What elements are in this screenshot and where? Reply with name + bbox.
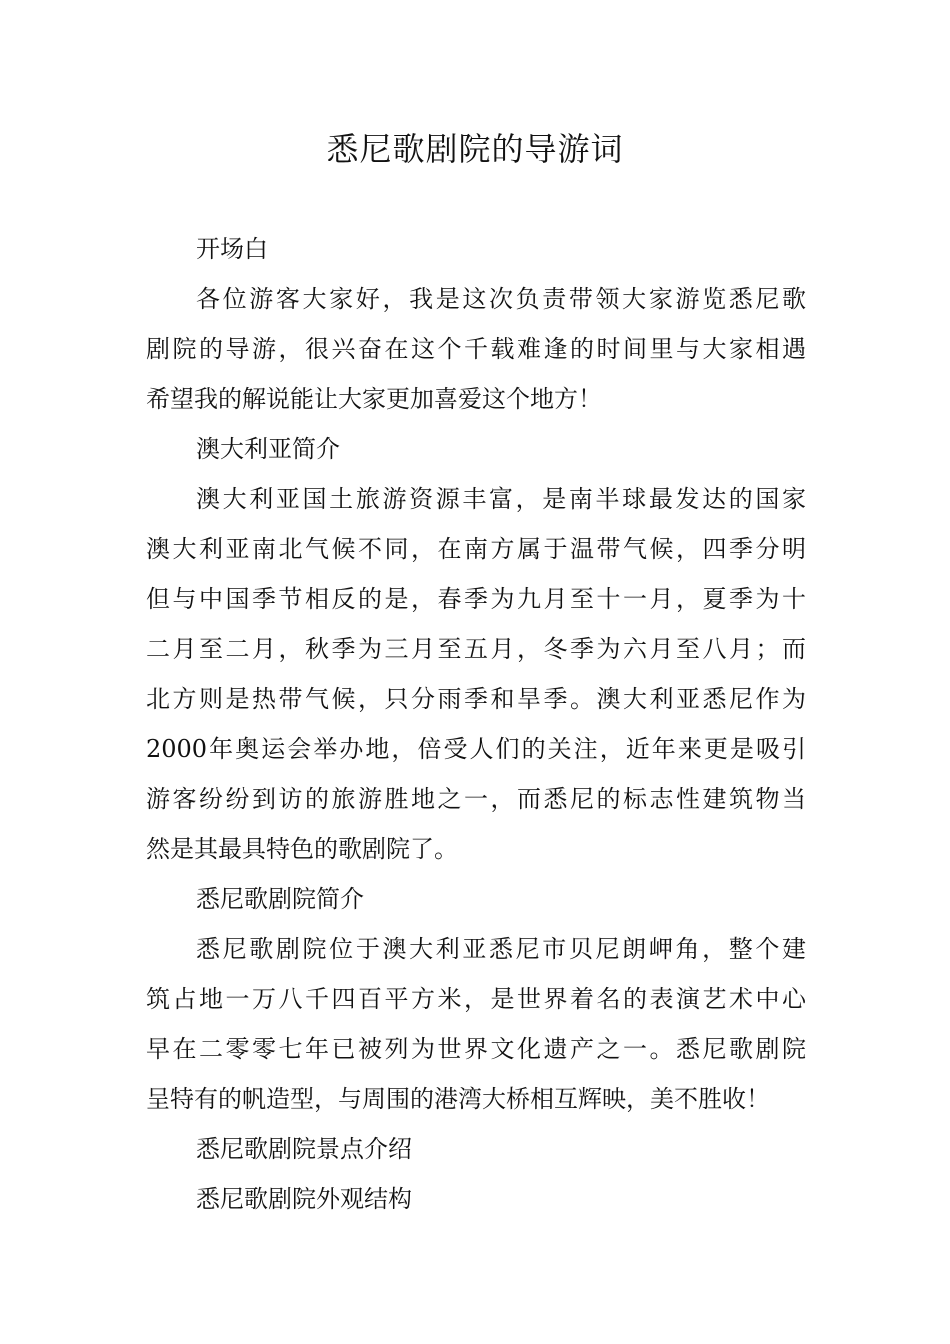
text-line: 希望我的解说能让大家更加喜爱这个地方！ <box>146 385 602 413</box>
section-heading-opera-house: 悉尼歌剧院简介 <box>196 885 364 913</box>
text-line: 然是其最具特色的歌剧院了。 <box>146 835 458 863</box>
text-line: 早在二零零七年已被列为世界文化遗产之一。悉尼歌剧院 <box>146 1035 806 1063</box>
paragraph-australia <box>146 474 806 874</box>
text-line: 呈特有的帆造型，与周围的港湾大桥相互辉映，美不胜收！ <box>146 1085 770 1113</box>
text-line: 澳大利亚国土旅游资源丰富，是南半球最发达的国家 <box>196 485 806 513</box>
text-line: 二月至二月，秋季为三月至五月，冬季为六月至八月；而 <box>146 635 806 663</box>
text-line: 游客纷纷到访的旅游胜地之一，而悉尼的标志性建筑物当 <box>146 785 806 813</box>
paragraph-greeting <box>146 274 806 424</box>
document-title: 悉尼歌剧院的导游词 <box>326 130 624 168</box>
text-line: 各位游客大家好，我是这次负责带领大家游览悉尼歌 <box>196 285 806 313</box>
document-body <box>146 224 806 1224</box>
section-heading-attractions: 悉尼歌剧院景点介绍 <box>196 1135 412 1163</box>
section-heading-exterior: 悉尼歌剧院外观结构 <box>196 1185 412 1213</box>
text-line: 筑占地一万八千四百平方米，是世界着名的表演艺术中心 <box>146 985 806 1013</box>
text-line: 悉尼歌剧院位于澳大利亚悉尼市贝尼朗岬角，整个建 <box>196 935 806 963</box>
section-heading-opening: 开场白 <box>196 235 268 263</box>
text-line: 但与中国季节相反的是，春季为九月至十一月，夏季为十 <box>146 585 806 613</box>
section-heading-australia: 澳大利亚简介 <box>196 435 340 463</box>
text-line: 剧院的导游，很兴奋在这个千载难逢的时间里与大家相遇 <box>146 335 806 363</box>
text-line: 北方则是热带气候，只分雨季和旱季。澳大利亚悉尼作为 <box>146 685 806 713</box>
paragraph-opera-house <box>146 924 806 1124</box>
text-line: 澳大利亚南北气候不同，在南方属于温带气候，四季分明 <box>146 535 806 563</box>
text-line: 2000年奥运会举办地，倍受人们的关注，近年来更是吸引 <box>146 735 806 763</box>
